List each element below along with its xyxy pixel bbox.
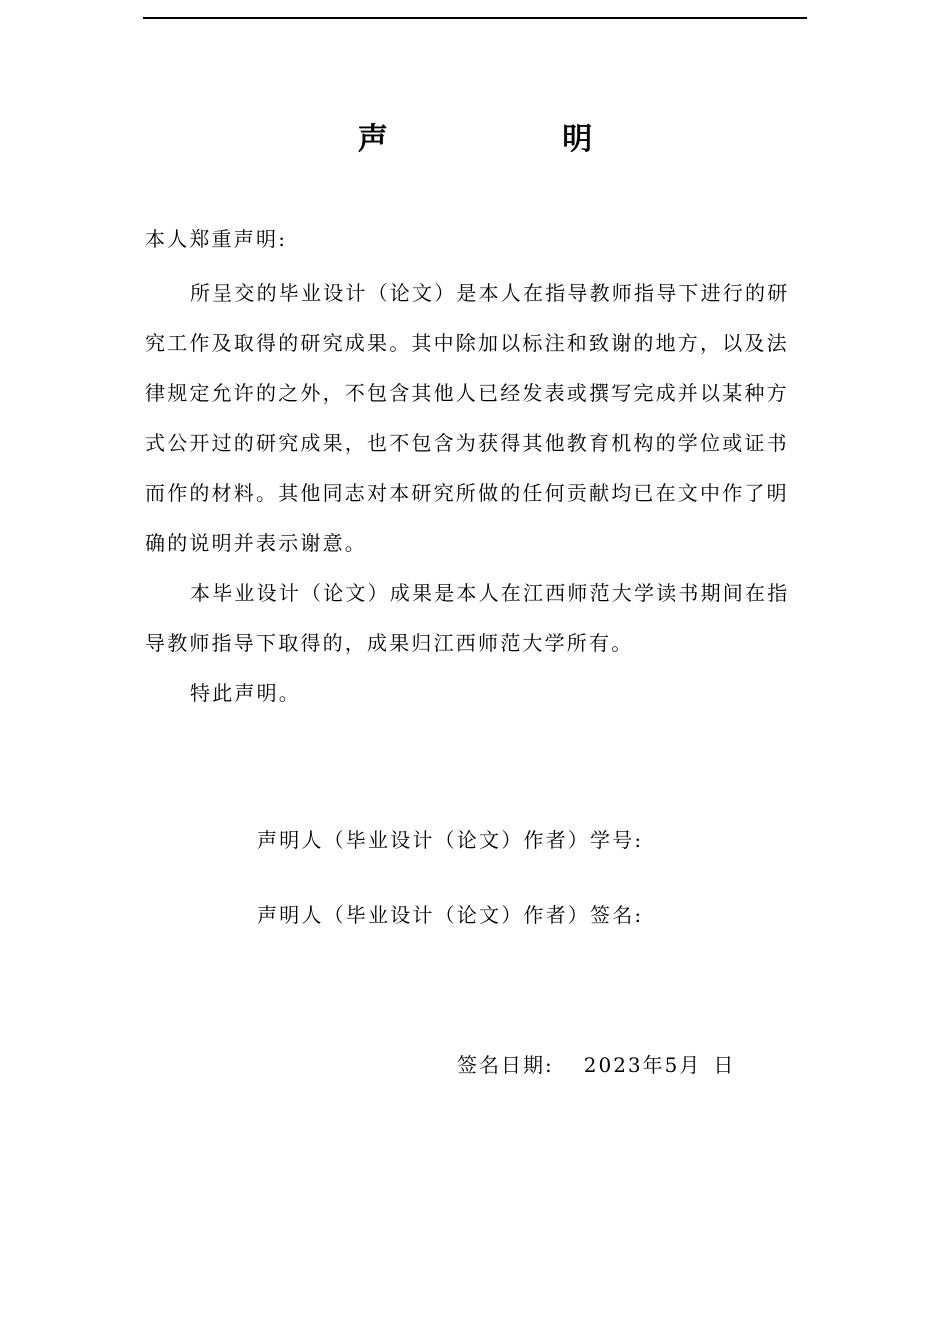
date-year-unit: 年 — [642, 1053, 665, 1077]
closing-statement: 特此声明。 — [190, 681, 301, 705]
paragraph1-line: 式公开过的研究成果，也不包含为获得其他教育机构的学位或证书 — [145, 431, 789, 455]
student-id-label: 声明人（毕业设计（论文）作者）学号: — [257, 828, 644, 852]
paragraph2-line: 本毕业设计（论文）成果是本人在江西师范大学读书期间在指 — [190, 581, 790, 605]
paragraph1-line: 律规定允许的之外，不包含其他人已经发表或撰写完成并以某种方 — [145, 381, 789, 405]
header-rule — [143, 17, 807, 19]
opening-statement: 本人郑重声明: — [145, 227, 288, 251]
date-month-unit: 月 — [679, 1053, 702, 1077]
document-title: 声 明 — [357, 122, 675, 157]
signature-date — [457, 1045, 735, 1085]
signature-label: 声明人（毕业设计（论文）作者）签名: — [257, 903, 644, 927]
date-label: 签名日期: — [457, 1053, 554, 1077]
paragraph1-line: 而作的材料。其他同志对本研究所做的任何贡献均已在文中作了明 — [145, 481, 789, 505]
date-day-unit: 日 — [713, 1053, 736, 1077]
paragraph1-line: 确的说明并表示谢意。 — [145, 531, 367, 555]
date-month: 5 — [664, 1053, 680, 1077]
date-year: 2023 — [583, 1053, 643, 1077]
paragraph1-line: 究工作及取得的研究成果。其中除加以标注和致谢的地方，以及法 — [145, 331, 789, 355]
paragraph2-line: 导教师指导下取得的，成果归江西师范大学所有。 — [145, 631, 634, 655]
paragraph1-line: 所呈交的毕业设计（论文）是本人在指导教师指导下进行的研 — [190, 281, 790, 305]
